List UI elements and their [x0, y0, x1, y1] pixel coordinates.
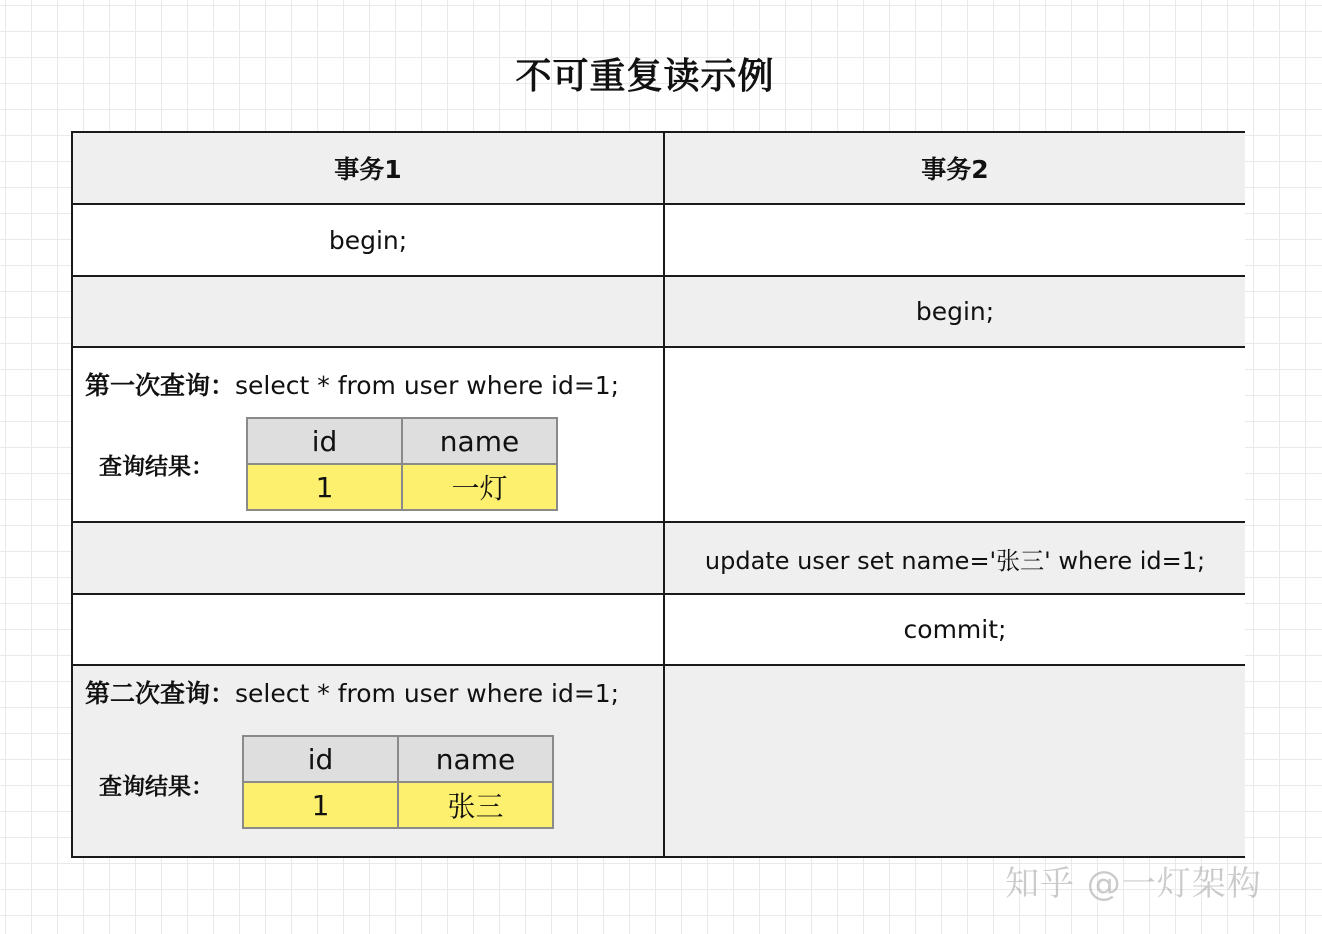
header-transaction-1-label: 事务1 — [334, 155, 402, 184]
row5-t2-cell — [665, 595, 1245, 666]
first-result-value-name: 一灯 — [402, 464, 557, 510]
update-statement: update user set name='张三' where id=1; — [704, 546, 1206, 575]
first-query-cell — [73, 348, 665, 523]
first-query-line — [85, 366, 619, 402]
second-result-value-id: 1 — [243, 782, 398, 828]
row3-t2-cell — [665, 348, 1245, 523]
second-result-col-name: name — [398, 736, 553, 782]
commit-statement: commit; — [903, 615, 1007, 644]
header-transaction-1 — [73, 133, 665, 205]
row1-t1-cell — [73, 205, 665, 277]
header-transaction-2 — [665, 133, 1245, 205]
row2-t2-cell — [665, 277, 1245, 348]
first-result-col-id: id — [247, 418, 402, 464]
first-query-sql: select * from user where id=1; — [235, 371, 620, 400]
row4-t1-cell — [73, 523, 665, 595]
first-result-value-id: 1 — [247, 464, 402, 510]
first-result-col-name: name — [402, 418, 557, 464]
row2-t2-text: begin; — [915, 297, 995, 326]
watermark: 知乎 @一灯架构 — [1005, 864, 1262, 904]
row4-t2-cell — [665, 523, 1245, 595]
second-result-label: 查询结果： — [99, 774, 214, 800]
second-result-col-id: id — [243, 736, 398, 782]
first-result-label: 查询结果： — [99, 454, 214, 480]
second-query-label: 第二次查询： — [85, 679, 236, 708]
second-result-table — [242, 735, 554, 829]
transaction-table — [71, 131, 1245, 858]
diagram-title: 不可重复读示例 — [515, 56, 775, 97]
second-result-value-name: 张三 — [398, 782, 553, 828]
row2-t1-cell — [73, 277, 665, 348]
second-query-cell — [73, 666, 665, 856]
first-result-table — [246, 417, 558, 511]
row1-t2-cell — [665, 205, 1245, 277]
row6-t2-cell — [665, 666, 1245, 856]
row5-t1-cell — [73, 595, 665, 666]
second-query-line — [85, 674, 619, 710]
row1-t1-text: begin; — [328, 225, 408, 255]
first-query-label: 第一次查询： — [85, 371, 236, 400]
second-query-sql: select * from user where id=1; — [235, 679, 620, 708]
header-transaction-2-label: 事务2 — [921, 155, 989, 184]
